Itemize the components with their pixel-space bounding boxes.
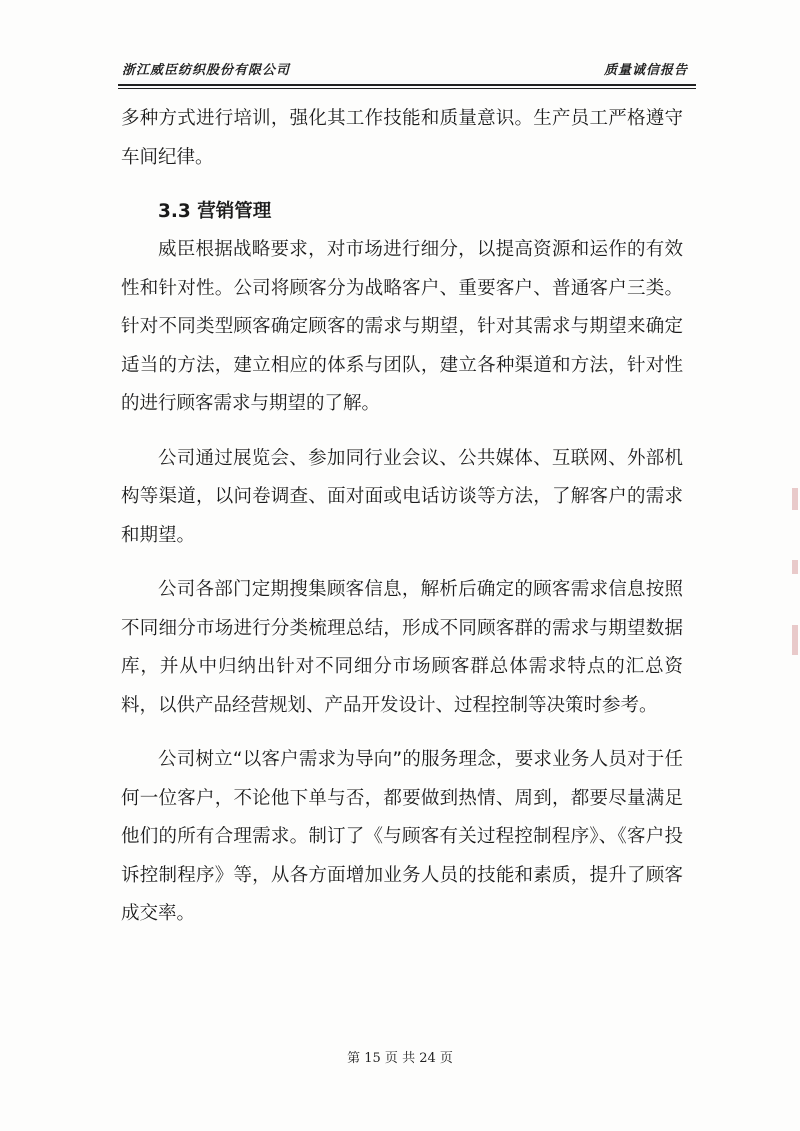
paragraph-market-segmentation: 威臣根据战略要求，对市场进行细分，以提高资源和运作的有效性和针对性。公司将顾客分为战略客户、重要客户、普通客户三类。针对不同类型顾客确定顾客的需求与期望，针对其需求与期望来确定适当的方法，建立相应的体系与团队，建立各种渠道和方法，针对性的进行顾客需求与期望的了解。 [121,239,683,414]
paragraph-customer-info: 公司各部门定期搜集顾客信息，解析后确定的顾客需求信息按照不同细分市场进行分类梳理总结，形成不同顾客群的需求与期望数据库，并从中归纳出针对不同细分市场顾客群总体需求特点的汇总资料，以供产品经营规划、产品开发设计、过程控制等决策时参考。 [121,579,683,716]
seal-edge-mark [792,625,798,655]
page-header [118,50,696,90]
section-heading: 3.3 营销管理 [158,201,272,222]
header-double-rule [118,84,696,89]
paragraph-gap [121,424,683,440]
paragraph-gap [121,177,683,193]
seal-edge-mark [792,560,798,574]
header-company-name: 浙江威臣纺织股份有限公司 [122,63,291,78]
page-number: 第 15 页 共 24 页 [347,1051,453,1066]
paragraph-service-concept: 公司树立“以客户需求为导向”的服务理念，要求业务人员对于任何一位客户，不论他下单与否，都要做到热情、周到，都要尽量满足他们的所有合理需求。制订了《与顾客有关过程控制程序》、《客户投诉控制程序》等，从各方面增加业务人员的技能和素质，提升了顾客成交率。 [121,749,683,924]
page-content [121,100,683,934]
seal-edge-mark [792,488,798,510]
paragraph-gap [121,555,683,571]
paragraph-channels: 公司通过展览会、参加同行业会议、公共媒体、互联网、外部机构等渠道，以问卷调查、面对面或电话访谈等方法，了解客户的需求和期望。 [121,447,683,546]
paragraph-gap [121,725,683,741]
paragraph-continued: 多种方式进行培训，强化其工作技能和质量意识。生产员工严格遵守车间纪律。 [121,108,683,168]
header-report-title: 质量诚信报告 [603,63,688,78]
